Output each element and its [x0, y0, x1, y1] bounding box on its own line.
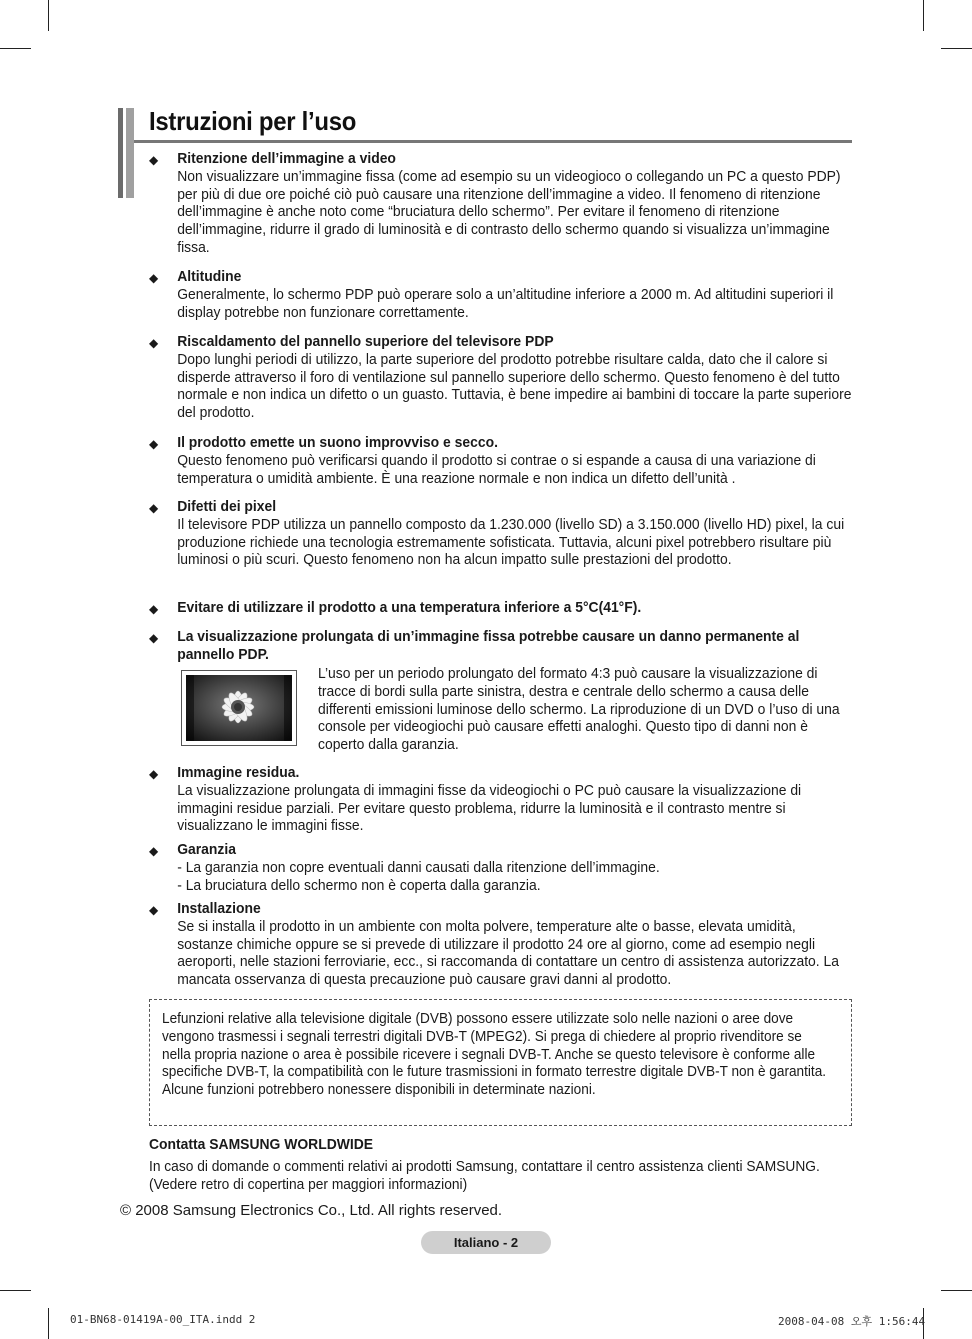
diamond-bullet-icon: ◆ [149, 501, 159, 515]
crop-mark [941, 48, 972, 49]
section-body: Dopo lunghi periodi di utilizzo, la parte superiore del prodotto potrebbe risultare calda, dato che il calore si disperde attraverso il foro di ventilazione sul pannello superiore dello schermo. Questo fenomeno è del tutto normale e non indica un difetto o un guasto. Tuttavia, è bene impedire ai bambini di toccare la parte superiore del prodotto. [177, 351, 852, 422]
section-image-retention [149, 151, 854, 258]
page-title: Istruzioni per l’uso [149, 106, 357, 136]
section-heading: La visualizzazione prolungata di un’immagine fissa potrebbe causare un danno permanente al pannello PDP. [177, 629, 800, 663]
section-body: Non visualizzare un’immagine fissa (come ad esempio su un videogioco o collegando un PC a questo PDP) per più di due ore poiché ciò può causare una ritenzione dell’immagine a video. Il fenomeno di ritenzione dell’immagine è anche noto come “bruciatura dello schermo”. Per evitare il fenomeno di ritenzione dell’immagine, ridurre il grado di luminosità e di contrasto dello schermo quando si visualizza un’immagine fissa. [177, 168, 841, 256]
dvb-notice-box [149, 999, 852, 1126]
page-number-badge: Italiano - 2 [421, 1231, 551, 1254]
diamond-bullet-icon: ◆ [149, 844, 159, 858]
flower-image [186, 675, 292, 741]
section-residual-image [149, 765, 854, 836]
section-body: Questo fenomeno può verificarsi quando il prodotto si contrae o si espande a causa di una variazione di temperatura o umidità ambiente. È una reazione normale e non indica un difetto dell’unità . [177, 452, 816, 487]
section-body: - La garanzia non copre eventuali danni causati dalla ritenzione dell’immagine. - La bruciatura dello schermo non è coperta dalla garanzia. [177, 859, 660, 894]
crop-mark [48, 1308, 49, 1339]
section-low-temperature [149, 600, 854, 618]
title-underline [134, 140, 852, 143]
dvb-notice-text: Lefunzioni relative alla televisione digitale (DVB) possono essere utilizzate solo nelle nazioni o aree dove vengono trasmessi i segnali terrestri digitali DVB-T (MPEG2). Si prega di chiedere al proprio rivenditore se nella propria nazione o area è possibile ricevere i segnali DVB-T. Anche se questo televisore è conforme alle specifiche DVB-T, la compatibilità con le future trasmissioni in formato terrestre digitale DVB-T non è garantita. Alcune funzioni potrebbero nonessere disponibili in determinate nazioni. [162, 1011, 827, 1099]
contact-heading: Contatta SAMSUNG WORLDWIDE [149, 1137, 374, 1153]
section-warranty [149, 842, 854, 895]
section-heading: Ritenzione dell’immagine a video [177, 151, 396, 167]
diamond-bullet-icon: ◆ [149, 271, 159, 285]
crop-mark [923, 0, 924, 31]
diamond-bullet-icon: ◆ [149, 767, 159, 781]
title-accent-bar [118, 108, 123, 198]
section-altitude [149, 269, 854, 322]
section-body: La visualizzazione prolungata di immagini fisse da videogiochi o PC può causare la visualizzazione di immagini residue parziali. Per evitare questo problema, ridurre la luminosità e il contrasto mentre si visualizzano le immagini fisse. [177, 782, 802, 835]
section-heading: Il prodotto emette un suono improvviso e secco. [177, 435, 498, 451]
crop-mark [941, 1290, 972, 1291]
crop-mark [48, 0, 49, 31]
section-heading: Evitare di utilizzare il prodotto a una temperatura inferiore a 5°C(41°F). [177, 600, 642, 616]
section-body: Il televisore PDP utilizza un pannello composto da 1.230.000 (livello SD) a 3.150.000 (livello HD) pixel, la cui produzione richiede una tecnologia estremamente sofisticata. Tuttavia, alcuni pixel potrebbero risultare più luminosi o più scuri. Questo fenomeno non ha alcun impatto sulle prestazioni del prodotto. [177, 516, 845, 569]
print-slug-file: 01-BN68-01419A-00_ITA.indd 2 [70, 1313, 256, 1326]
section-pixel-defects [149, 499, 854, 570]
diamond-bullet-icon: ◆ [149, 602, 159, 616]
still-image-description: L’uso per un periodo prolungato del formato 4:3 può causare la visualizzazione di tracce di bordi sulla parte sinistra, destra e centrale dello schermo a causa delle differenti emissioni luminose dello schermo. La riproduzione di un DVD o l’uso di una console per videogiochi può causare effetti analoghi. Questo tipo di danni non è coperto dalla garanzia. [318, 666, 840, 754]
crop-mark [0, 1290, 31, 1291]
still-image-illustration [181, 670, 297, 746]
print-slug-timestamp: 2008-04-08 오후 1:56:44 [778, 1315, 926, 1328]
section-heading: Difetti dei pixel [177, 499, 277, 515]
diamond-bullet-icon: ◆ [149, 631, 159, 645]
section-heading: Altitudine [177, 269, 242, 285]
section-installation [149, 901, 854, 990]
section-sudden-sound [149, 435, 854, 488]
section-still-image-damage [149, 629, 854, 665]
section-heading: Riscaldamento del pannello superiore del televisore PDP [177, 334, 554, 350]
contact-body: In caso di domande o commenti relativi ai prodotti Samsung, contattare il centro assistenza clienti SAMSUNG. (Vedere retro di copertina per maggiori informazioni) [149, 1159, 820, 1193]
diamond-bullet-icon: ◆ [149, 336, 159, 350]
diamond-bullet-icon: ◆ [149, 903, 159, 917]
section-heading: Installazione [177, 901, 261, 917]
section-body: Se si installa il prodotto in un ambiente con molta polvere, temperature alte o basse, elevata umidità, sostanze chimiche oppure se si prevede di utilizzare il prodotto 24 ore al giorno, come ad esempio negli aeroporti, nelle stazioni ferroviarie, ecc., si raccomanda di contattare un centro di assistenza autorizzato. La mancata osservanza di questa precauzione può causare gravi danni al prodotto. [177, 918, 840, 989]
section-heading: Garanzia [177, 842, 236, 858]
section-top-panel-heating [149, 334, 854, 423]
diamond-bullet-icon: ◆ [149, 437, 159, 451]
copyright-notice: © 2008 Samsung Electronics Co., Ltd. All rights reserved. [120, 1202, 503, 1219]
title-accent-bar [126, 108, 134, 198]
diamond-bullet-icon: ◆ [149, 153, 159, 167]
section-heading: Immagine residua. [177, 765, 300, 781]
section-body: Generalmente, lo schermo PDP può operare solo a un’altitudine inferiore a 2000 m. Ad altitudini superiori il display potrebbe non funzionare correttamente. [177, 286, 834, 321]
crop-mark [0, 48, 31, 49]
